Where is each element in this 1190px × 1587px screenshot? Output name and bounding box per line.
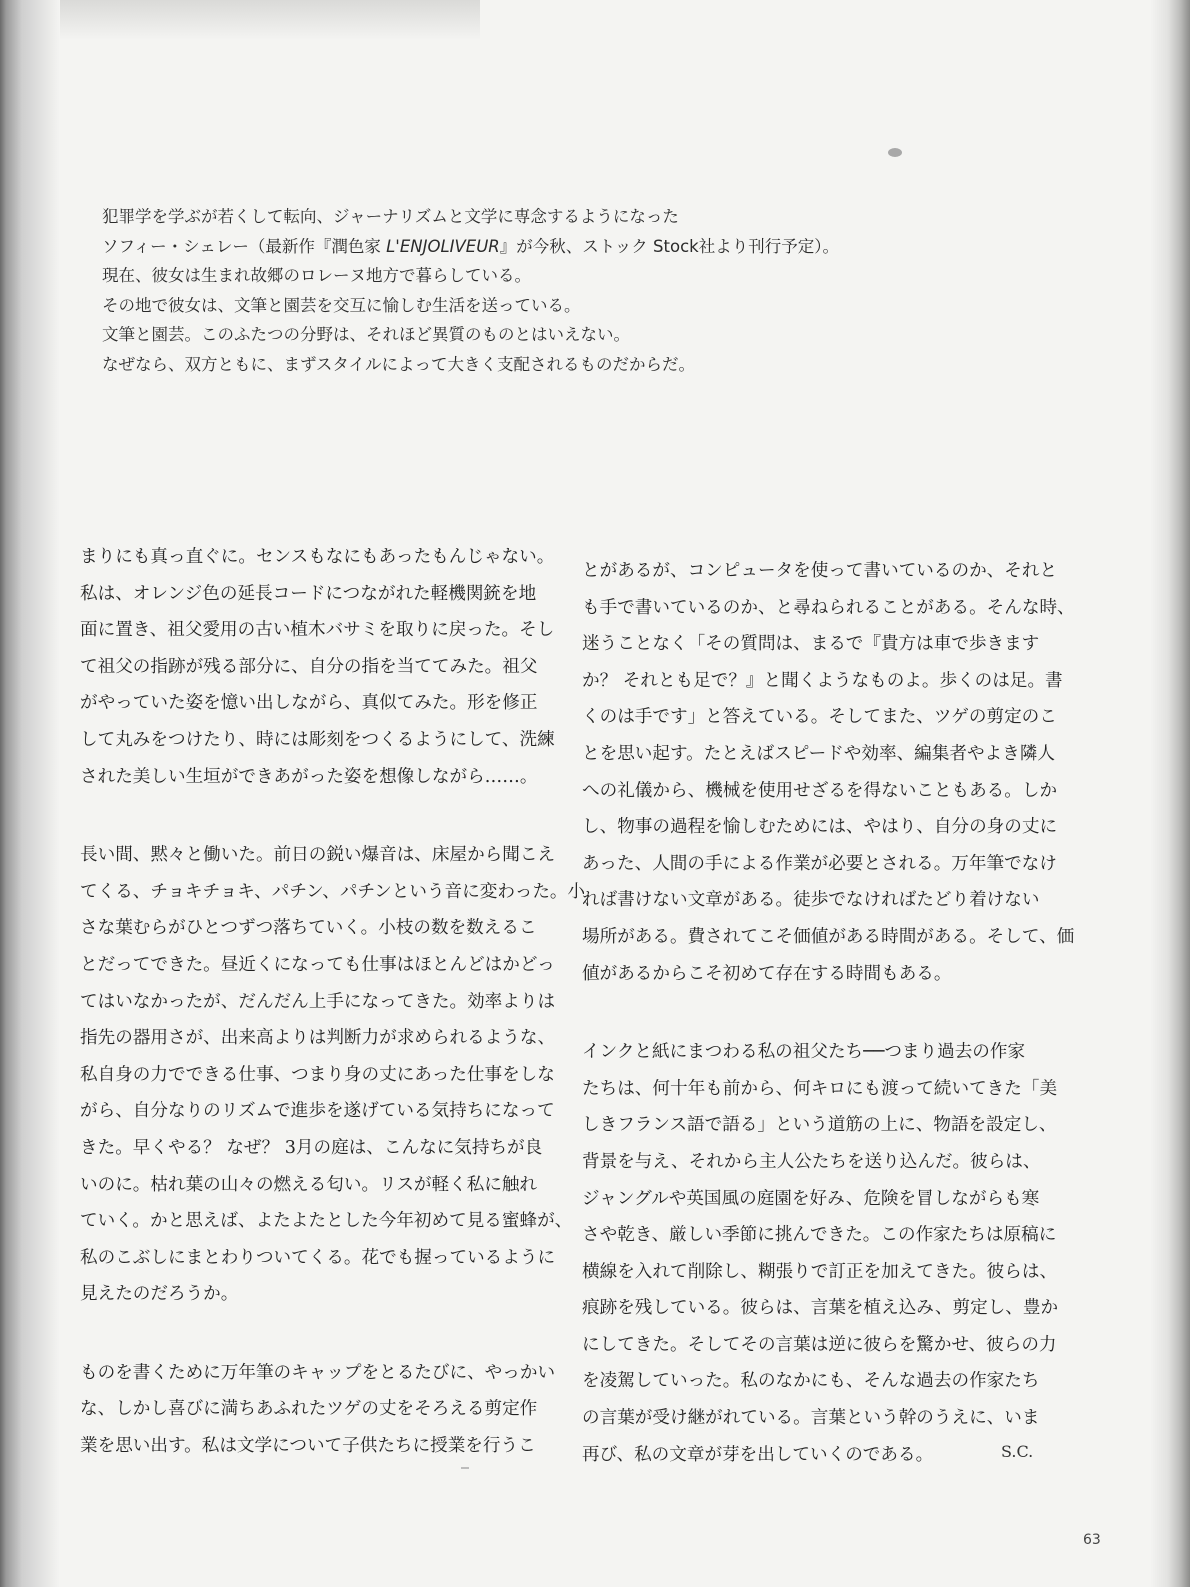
text-line: 背景を与え、それから主人公たちを送り込んだ。彼らは、 (582, 1151, 1041, 1172)
text-line: 場所がある。費されてこそ価値がある時間がある。そして、価 (582, 926, 1075, 947)
text-line: インクと紙にまつわる私の祖父たち──つまり過去の作家 (582, 1042, 1026, 1063)
text-line: しきフランス語で語る」という道筋の上に、物語を設定し、 (582, 1115, 1057, 1136)
text-line: 私自身の力でできる仕事、つまり身の丈にあった仕事をしな (80, 1064, 555, 1085)
text-line: 痕跡を残している。彼らは、言葉を植え込み、剪定し、豊か (582, 1298, 1059, 1319)
text-line: とを思い起す。たとえばスピードや効率、編集者やよき隣人 (582, 743, 1055, 764)
text-line: か？ それとも足で？』と聞くようなものよ。歩くのは足。書 (582, 670, 1063, 691)
text-line: きた。早くやる？ なぜ？ 3月の庭は、こんなに気持ちが良 (80, 1137, 543, 1158)
paragraph (80, 1355, 560, 1465)
text-line: ジャングルや英国風の庭園を好み、危険を冒しながらも寒 (582, 1188, 1040, 1209)
text-line: ものを書くために万年筆のキャップをとるたびに、やっかい (80, 1362, 556, 1383)
text-line: された美しい生垣ができあがった姿を想像しながら……。 (80, 766, 538, 787)
text-line: さや乾き、厳しい季節に挑んできた。この作家たちは原稿に (582, 1225, 1057, 1246)
text-line: 迷うことなく「その質問は、まるで『貴方は車で歩きます (582, 634, 1040, 655)
author-signature: S.C. (1001, 1442, 1034, 1461)
text-line: の言葉が受け継がれている。言葉という幹のうえに、いま (582, 1408, 1040, 1429)
text-line: 私は、オレンジ色の延長コードにつながれた軽機関銃を地 (80, 583, 537, 604)
text-line: な、しかし喜びに満ちあふれたツゲの丈をそろえる剪定作 (80, 1399, 538, 1420)
text-line: たちは、何十年も前から、何キロにも渡って続いてきた「美 (582, 1078, 1058, 1099)
text-line: てくる、チョキチョキ、パチン、パチンという音に変わった。小 (80, 881, 586, 902)
page-edge (1150, 0, 1190, 1587)
text-line: 値があるからこそ初めて存在する時間もある。 (582, 963, 952, 984)
text-line: がやっていた姿を憶い出しながら、真似てみた。形を修正 (80, 693, 538, 714)
intro-line (102, 232, 862, 262)
text-line: 見えたのだろうか。 (80, 1284, 239, 1305)
paragraph (582, 1034, 1062, 1473)
intro-line: 文筆と園芸。このふたつの分野は、それほど異質のものとはいえない。 (102, 325, 630, 344)
paragraph (582, 553, 1075, 992)
paragraph (80, 539, 560, 795)
text-line: いのに。枯れ葉の山々の燃える匂い。リスが軽く私に触れ (80, 1174, 538, 1195)
text-line: して丸みをつけたり、時には彫刻をつくるようにして、洗練 (80, 729, 555, 750)
text-line: てはいなかったが、だんだん上手になってきた。効率よりは (80, 991, 556, 1012)
text-line: 長い間、黙々と働いた。前日の鋭い爆音は、床屋から聞こえ (80, 845, 556, 866)
intro-line-before: ソフィー・シェレー（最新作『潤色家 (102, 236, 387, 256)
intro-line-after: 』が今秋、ストック Stock社より刊行予定）。 (499, 236, 839, 256)
text-line: がら、自分なりのリズムで進歩を遂げている気持ちになって (80, 1101, 555, 1122)
text-line: て祖父の指跡が残る部分に、自分の指を当ててみた。祖父 (80, 656, 538, 677)
text-line: を凌駕していった。私のなかにも、そんな過去の作家たち (582, 1371, 1040, 1392)
intro-line: 犯罪学を学ぶが若くして転向、ジャーナリズムと文学に専念するようになった (102, 207, 679, 226)
text-line: くのは手です」と答えている。そしてまた、ツゲの剪定のこ (582, 707, 1057, 728)
text-line: さな葉むらがひとつずつ落ちていく。小枝の数を数えるこ (80, 918, 537, 939)
text-line: 指先の器用さが、出来高よりは判断力が求められるような、 (80, 1028, 556, 1049)
book-gutter-shadow (0, 0, 60, 1587)
scan-mark (461, 1467, 469, 1469)
text-line: にしてきた。そしてその言葉は逆に彼らを驚かせ、彼らの力 (582, 1334, 1057, 1355)
text-line: まりにも真っ直ぐに。センスもなにもあったもんじゃない。 (80, 547, 555, 567)
text-line: 面に置き、祖父愛用の古い植木バサミを取りに戻った。そし (80, 620, 555, 641)
text-line: し、物事の過程を愉しむためには、やはり、自分の身の丈に (582, 817, 1058, 838)
text-line: 業を思い出す。私は文学について子供たちに授業を行うこ (80, 1436, 536, 1457)
text-line: 私のこぶしにまとわりついてくる。花でも握っているように (80, 1247, 556, 1268)
paragraph (80, 837, 586, 1313)
text-line: ていく。かと思えば、よたよたとした今年初めて見る蜜蜂が、 (80, 1211, 573, 1232)
text-line: とだってできた。昼近くになっても仕事はほとんどはかどっ (80, 954, 555, 975)
page-number: 63 (1083, 1532, 1101, 1548)
author-intro (102, 202, 862, 379)
text-line: 再び、私の文章が芽を出していくのである。 (582, 1444, 934, 1465)
text-line: あった、人間の手による作業が必要とされる。万年筆でなけ (582, 853, 1057, 874)
text-line: も手で書いているのか、と尋ねられることがある。そんな時、 (582, 597, 1075, 618)
intro-line: なぜなら、双方ともに、まずスタイルによって大きく支配されるものだからだ。 (102, 354, 696, 374)
intro-line: その地で彼女は、文筆と園芸を交互に愉しむ生活を送っている。 (102, 295, 581, 315)
paper-speck (888, 148, 902, 157)
left-column (80, 539, 586, 1465)
book-title-italic: L'ENJOLIVEUR (386, 236, 500, 256)
text-line: 横線を入れて削除し、糊張りで訂正を加えてきた。彼らは、 (582, 1261, 1058, 1282)
right-column (582, 553, 1075, 1473)
scan-smudge (60, 0, 480, 40)
text-line: とがあるが、コンピュータを使って書いているのか、それと (582, 561, 1058, 581)
intro-line: 現在、彼女は生まれ故郷のロレーヌ地方で暮らしている。 (102, 266, 531, 285)
text-line: への礼儀から、機械を使用せざるを得ないこともある。しか (582, 780, 1058, 801)
text-line: れば書けない文章がある。徒歩でなければたどり着けない (582, 890, 1040, 911)
